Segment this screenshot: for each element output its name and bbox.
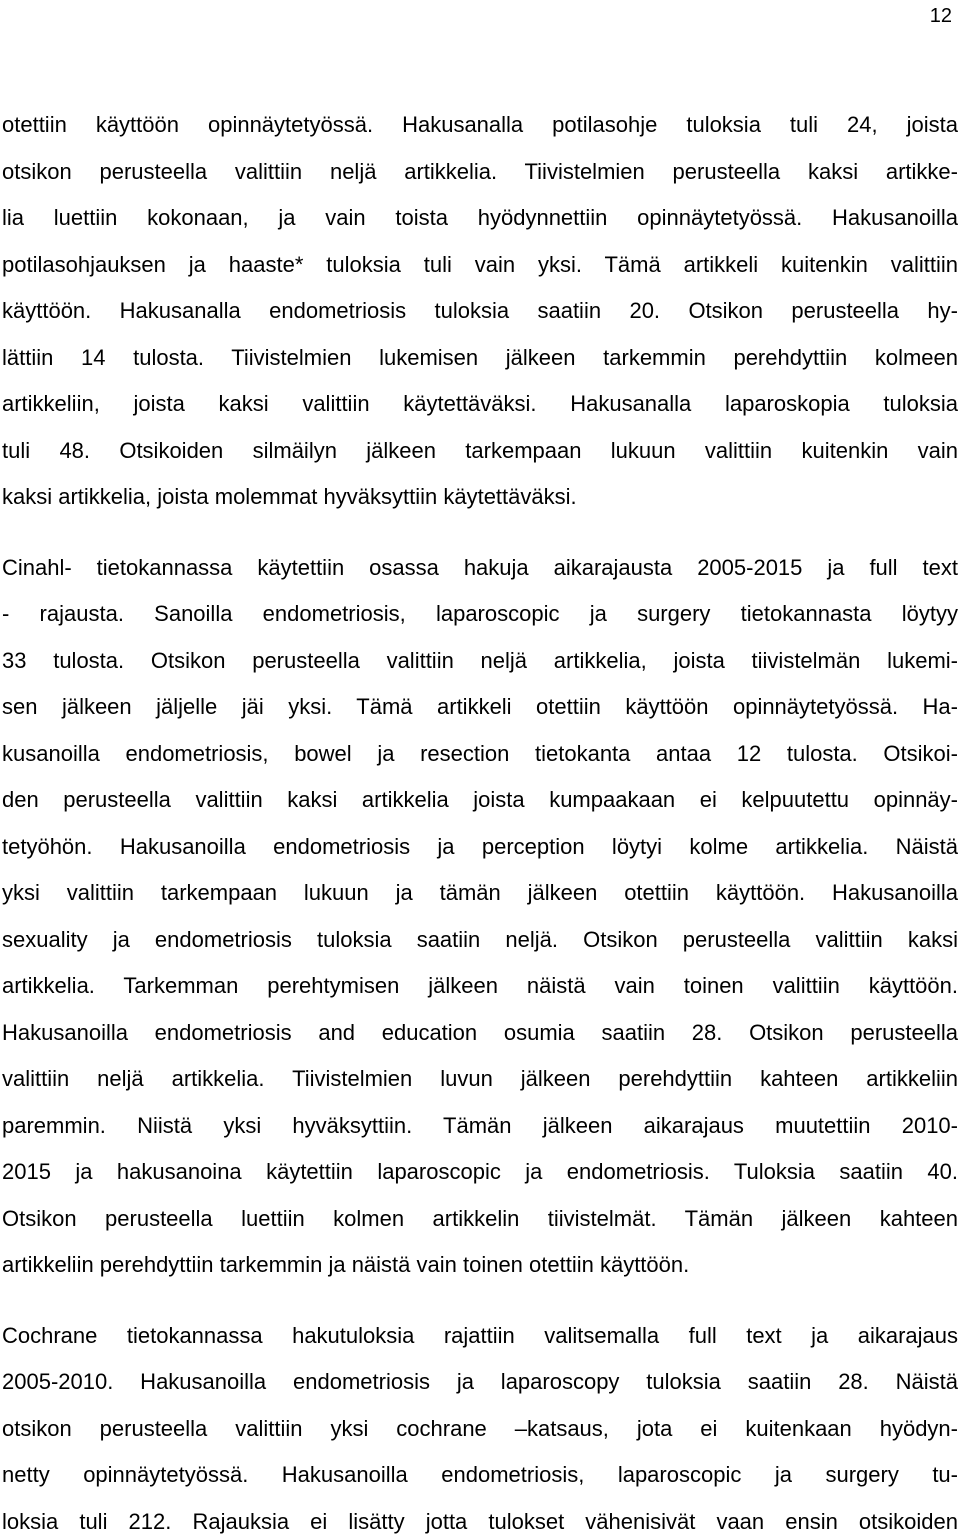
text-line: kusanoilla endometriosis, bowel ja resection tietokanta antaa 12 tulosta. Otsikoi- xyxy=(2,740,958,766)
text-line: loksia tuli 212. Rajauksia ei lisätty jotta tulokset vähenisivät vaan ensin otsikoiden xyxy=(2,1508,958,1534)
text-line: tetyöhön. Hakusanoilla endometriosis ja perception löytyi kolme artikkelia. Näistä xyxy=(2,833,958,859)
paragraph-gap xyxy=(2,521,958,545)
paragraph-3 xyxy=(2,1313,958,1539)
text-line: Hakusanoilla endometriosis and education osumia saatiin 28. Otsikon perusteella xyxy=(2,1019,958,1045)
text-line: otsikon perusteella valittiin neljä artikkelia. Tiivistelmien perusteella kaksi artikke- xyxy=(2,158,958,184)
text-line: 2005-2010. Hakusanoilla endometriosis ja laparoscopy tuloksia saatiin 28. Näistä xyxy=(2,1369,958,1394)
text-line: Cinahl- tietokannassa käytettiin osassa hakuja aikarajausta 2005-2015 ja full text xyxy=(2,554,958,580)
text-line: lia luettiin kokonaan, ja vain toista hyödynnettiin opinnäytetyössä. Hakusanoilla xyxy=(2,205,958,230)
text-line: - rajausta. Sanoilla endometriosis, laparoscopic ja surgery tietokannasta löytyy xyxy=(2,601,958,626)
text-line: den perusteella valittiin kaksi artikkelia joista kumpaakaan ei kelpuutettu opinnäy- xyxy=(2,787,958,812)
text-line: paremmin. Niistä yksi hyväksyttiin. Tämän jälkeen aikarajaus muutettiin 2010- xyxy=(2,1112,958,1138)
text-line: sexuality ja endometriosis tuloksia saatiin neljä. Otsikon perusteella valittiin kaksi xyxy=(2,926,958,952)
text-line: potilasohjauksen ja haaste* tuloksia tuli vain yksi. Tämä artikkeli kuitenkin valittiin xyxy=(2,251,958,277)
text-line: artikkeliin, joista kaksi valittiin käytettäväksi. Hakusanalla laparoskopia tuloksia xyxy=(2,391,958,416)
text-line: kaksi artikkelia, joista molemmat hyväksyttiin käytettäväksi. xyxy=(2,484,577,509)
paragraph-1 xyxy=(2,102,958,521)
text-line: artikkelia. Tarkemman perehtymisen jälkeen näistä vain toinen valittiin käyttöön. xyxy=(2,973,958,998)
paragraph-gap xyxy=(2,1289,958,1313)
paragraph-2 xyxy=(2,545,958,1289)
text-line: lättiin 14 tulosta. Tiivistelmien lukemisen jälkeen tarkemmin perehdyttiin kolmeen xyxy=(2,344,958,370)
text-line: netty opinnäytetyössä. Hakusanoilla endometriosis, laparoscopic ja surgery tu- xyxy=(2,1462,958,1487)
body-text xyxy=(2,102,958,1539)
text-line: otettiin käyttöön opinnäytetyössä. Hakusanalla potilasohje tuloksia tuli 24, joista xyxy=(2,112,958,137)
text-line: 2015 ja hakusanoina käytettiin laparoscopic ja endometriosis. Tuloksia saatiin 40. xyxy=(2,1159,958,1184)
text-line: Otsikon perusteella luettiin kolmen artikkelin tiivistelmät. Tämän jälkeen kahteen xyxy=(2,1205,958,1231)
text-line: käyttöön. Hakusanalla endometriosis tuloksia saatiin 20. Otsikon perusteella hy- xyxy=(2,298,958,323)
text-line: tuli 48. Otsikoiden silmäilyn jälkeen tarkempaan lukuun valittiin kuitenkin vain xyxy=(2,437,958,463)
text-line: sen jälkeen jäljelle jäi yksi. Tämä artikkeli otettiin käyttöön opinnäytetyössä. Ha- xyxy=(2,694,958,719)
page-number: 12 xyxy=(929,5,952,27)
text-line: valittiin neljä artikkelia. Tiivistelmien luvun jälkeen perehdyttiin kahteen artikkeliin xyxy=(2,1066,958,1091)
text-line: 33 tulosta. Otsikon perusteella valittiin neljä artikkelia, joista tiivistelmän lukemi- xyxy=(2,647,958,673)
text-line: artikkeliin perehdyttiin tarkemmin ja näistä vain toinen otettiin käyttöön. xyxy=(2,1252,690,1277)
text-line: otsikon perusteella valittiin yksi cochrane –katsaus, jota ei kuitenkaan hyödyn- xyxy=(2,1415,958,1441)
text-line: yksi valittiin tarkempaan lukuun ja tämän jälkeen otettiin käyttöön. Hakusanoilla xyxy=(2,880,958,905)
text-line: Cochrane tietokannassa hakutuloksia rajattiin valitsemalla full text ja aikarajaus xyxy=(2,1322,958,1348)
